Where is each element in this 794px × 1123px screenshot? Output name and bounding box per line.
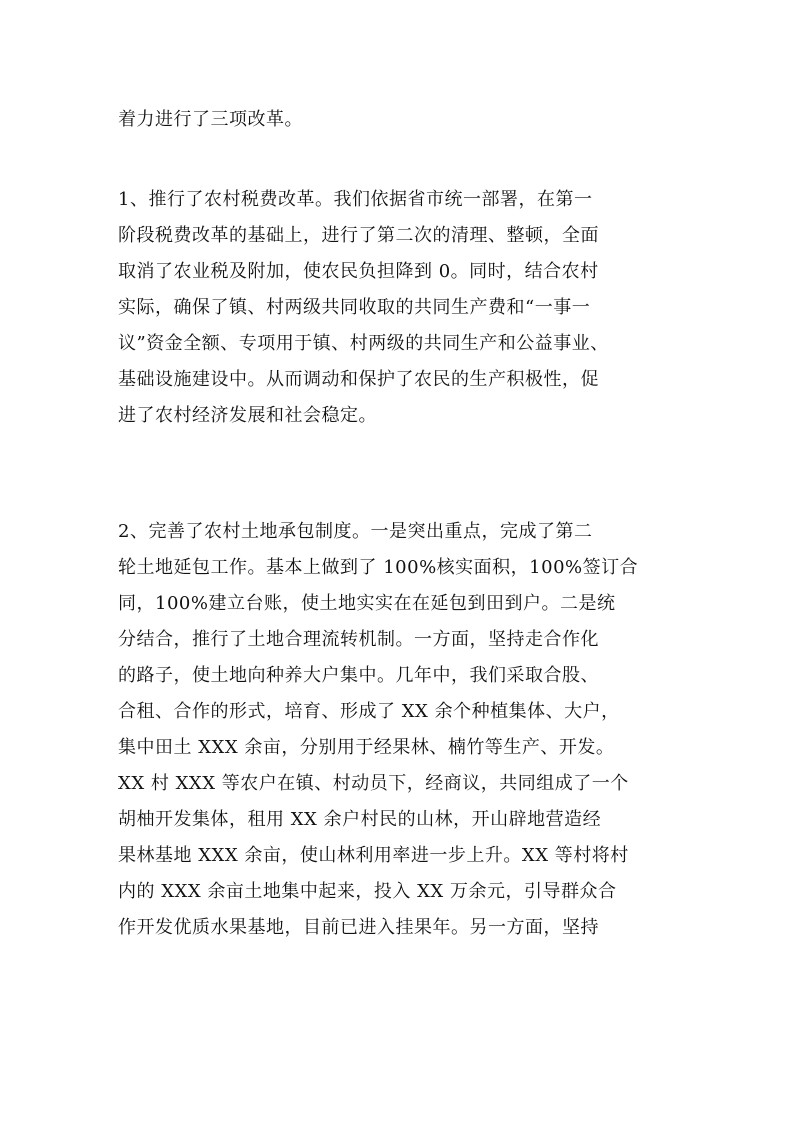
paragraph-line: 果林基地 XXX 余亩，使山林利用率进一步上升。XX 等村将村 (118, 845, 629, 866)
paragraph-line: 的路子，使土地向种养大户集中。几年中，我们采取合股、 (118, 665, 599, 686)
paragraph-line: 集中田土 XXX 余亩，分别用于经果林、楠竹等生产、开发。 (118, 737, 615, 758)
paragraph-line: 分结合，推行了土地合理流转机制。一方面，坚持走合作化 (118, 629, 599, 650)
paragraph-line: 基础设施建设中。从而调动和保护了农民的生产积极性，促 (118, 369, 599, 390)
paragraph-line: 取消了农业税及附加，使农民负担降到 0。同时，结合农村 (118, 261, 599, 282)
paragraph-line: 合租、合作的形式，培育、形成了 XX 余个种植集体、大户， (118, 701, 620, 722)
paragraph-line: 1、推行了农村税费改革。我们依据省市统一部署，在第一 (118, 189, 593, 210)
paragraph-line: 实际，确保了镇、村两级共同收取的共同生产费和“一事一 (118, 297, 591, 318)
paragraph-line: 阶段税费改革的基础上，进行了第二次的清理、整顿，全面 (118, 225, 599, 246)
paragraph-line: 轮土地延包工作。基本上做到了 100%核实面积，100%签订合 (118, 557, 639, 578)
intro-paragraph (118, 102, 698, 138)
paragraph-land-contract-system (118, 514, 698, 946)
paragraph-line: 内的 XXX 余亩土地集中起来，投入 XX 万余元，引导群众合 (118, 881, 617, 902)
paragraph-line: 2、完善了农村土地承包制度。一是突出重点，完成了第二 (118, 521, 593, 542)
paragraph-rural-tax-reform (118, 182, 698, 434)
paragraph-line: 着力进行了三项改革。 (118, 109, 303, 130)
paragraph-line: 作开发优质水果基地，目前已进入挂果年。另一方面，坚持 (118, 917, 599, 938)
paragraph-line: 胡柚开发集体，租用 XX 余户村民的山林，开山辟地营造经 (118, 809, 602, 830)
paragraph-line: 进了农村经济发展和社会稳定。 (118, 405, 377, 426)
paragraph-line: 同，100%建立台账，使土地实实在在延包到田到户。二是统 (118, 593, 616, 614)
paragraph-line: XX 村 XXX 等农户在镇、村动员下，经商议，共同组成了一个 (118, 773, 629, 794)
paragraph-line: 议”资金全额、专项用于镇、村两级的共同生产和公益事业、 (118, 333, 609, 354)
